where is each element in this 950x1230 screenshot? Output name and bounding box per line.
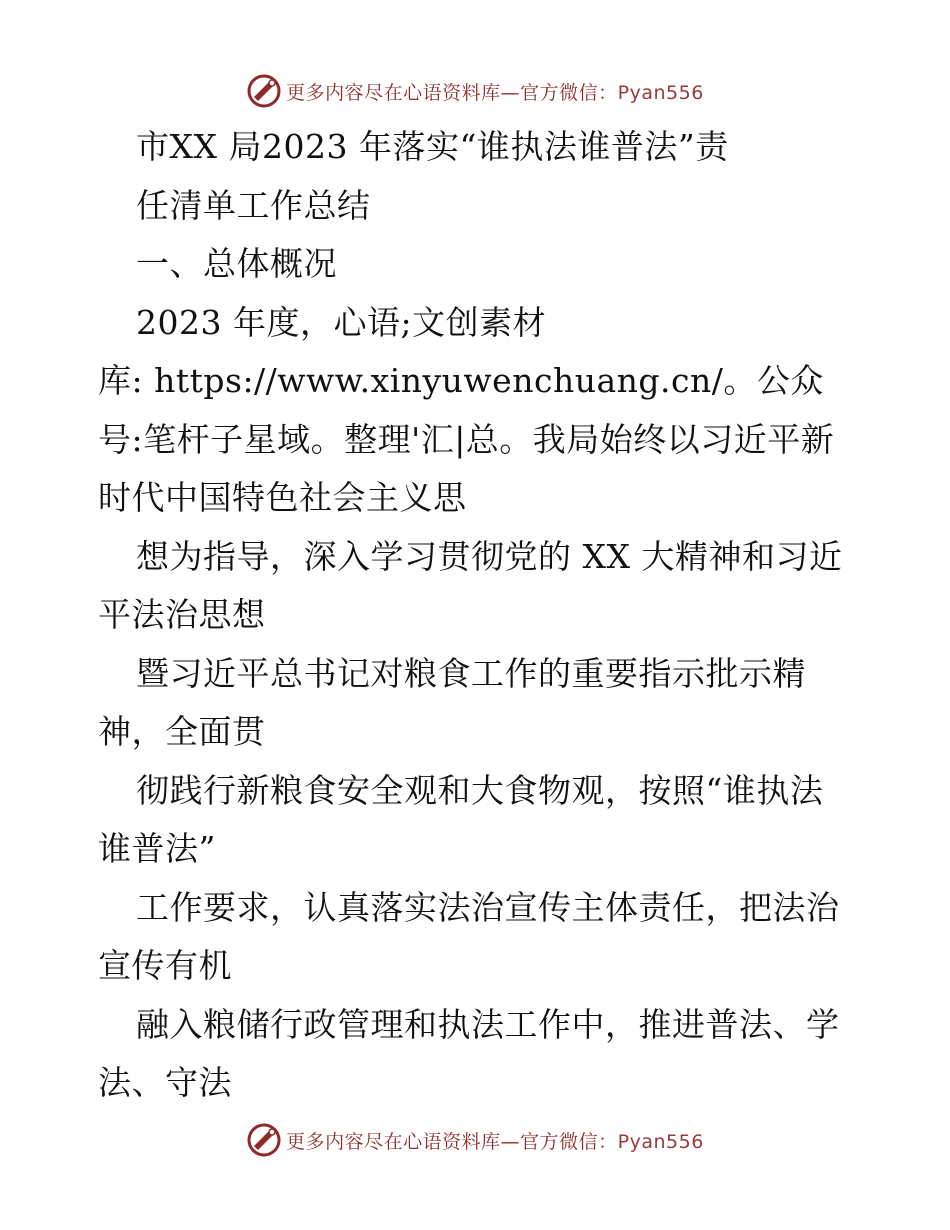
paragraph: 融入粮储行政管理和执法工作中，推进普法、学法、守法	[98, 1004, 840, 1102]
banner-text: 更多内容尽在心语资料库—官方微信：	[286, 1130, 618, 1153]
logo-icon	[246, 1122, 282, 1158]
paragraph: 工作要求，认真落实法治宣传主体责任，把法治宣传有机	[98, 887, 840, 985]
logo-icon	[246, 73, 282, 109]
doc-title-line-2: 任清单工作总结	[136, 185, 371, 225]
paragraph: 想为指导，深入学习贯彻党的 XX 大精神和习近平法治思想	[98, 536, 843, 634]
banner-wechat-id: Pyan556	[617, 81, 704, 104]
paragraph: 2023 年度，心语;文创素材	[136, 302, 547, 342]
paragraph: 暨习近平总书记对粮食工作的重要指示批示精神，全面贯	[98, 653, 806, 751]
footer-banner	[0, 1120, 950, 1160]
doc-title-line-1: 市XX 局2023 年落实“谁执法谁普法”责	[136, 127, 729, 166]
banner-wechat-id: Pyan556	[617, 1130, 704, 1153]
paragraph: 彻践行新粮食安全观和大食物观，按照“谁执法谁普法”	[98, 770, 824, 868]
banner-text: 更多内容尽在心语资料库—官方微信：	[286, 81, 618, 104]
paragraph: 库: https://www.xinyuwenchuang.cn/。公众号:笔杆子星域。整理'汇|总。我局始终以习近平新时代中国特色社会主义思	[98, 361, 835, 517]
document-body	[98, 118, 856, 1113]
section-heading: 一、总体概况	[136, 244, 337, 283]
header-banner	[0, 71, 950, 111]
